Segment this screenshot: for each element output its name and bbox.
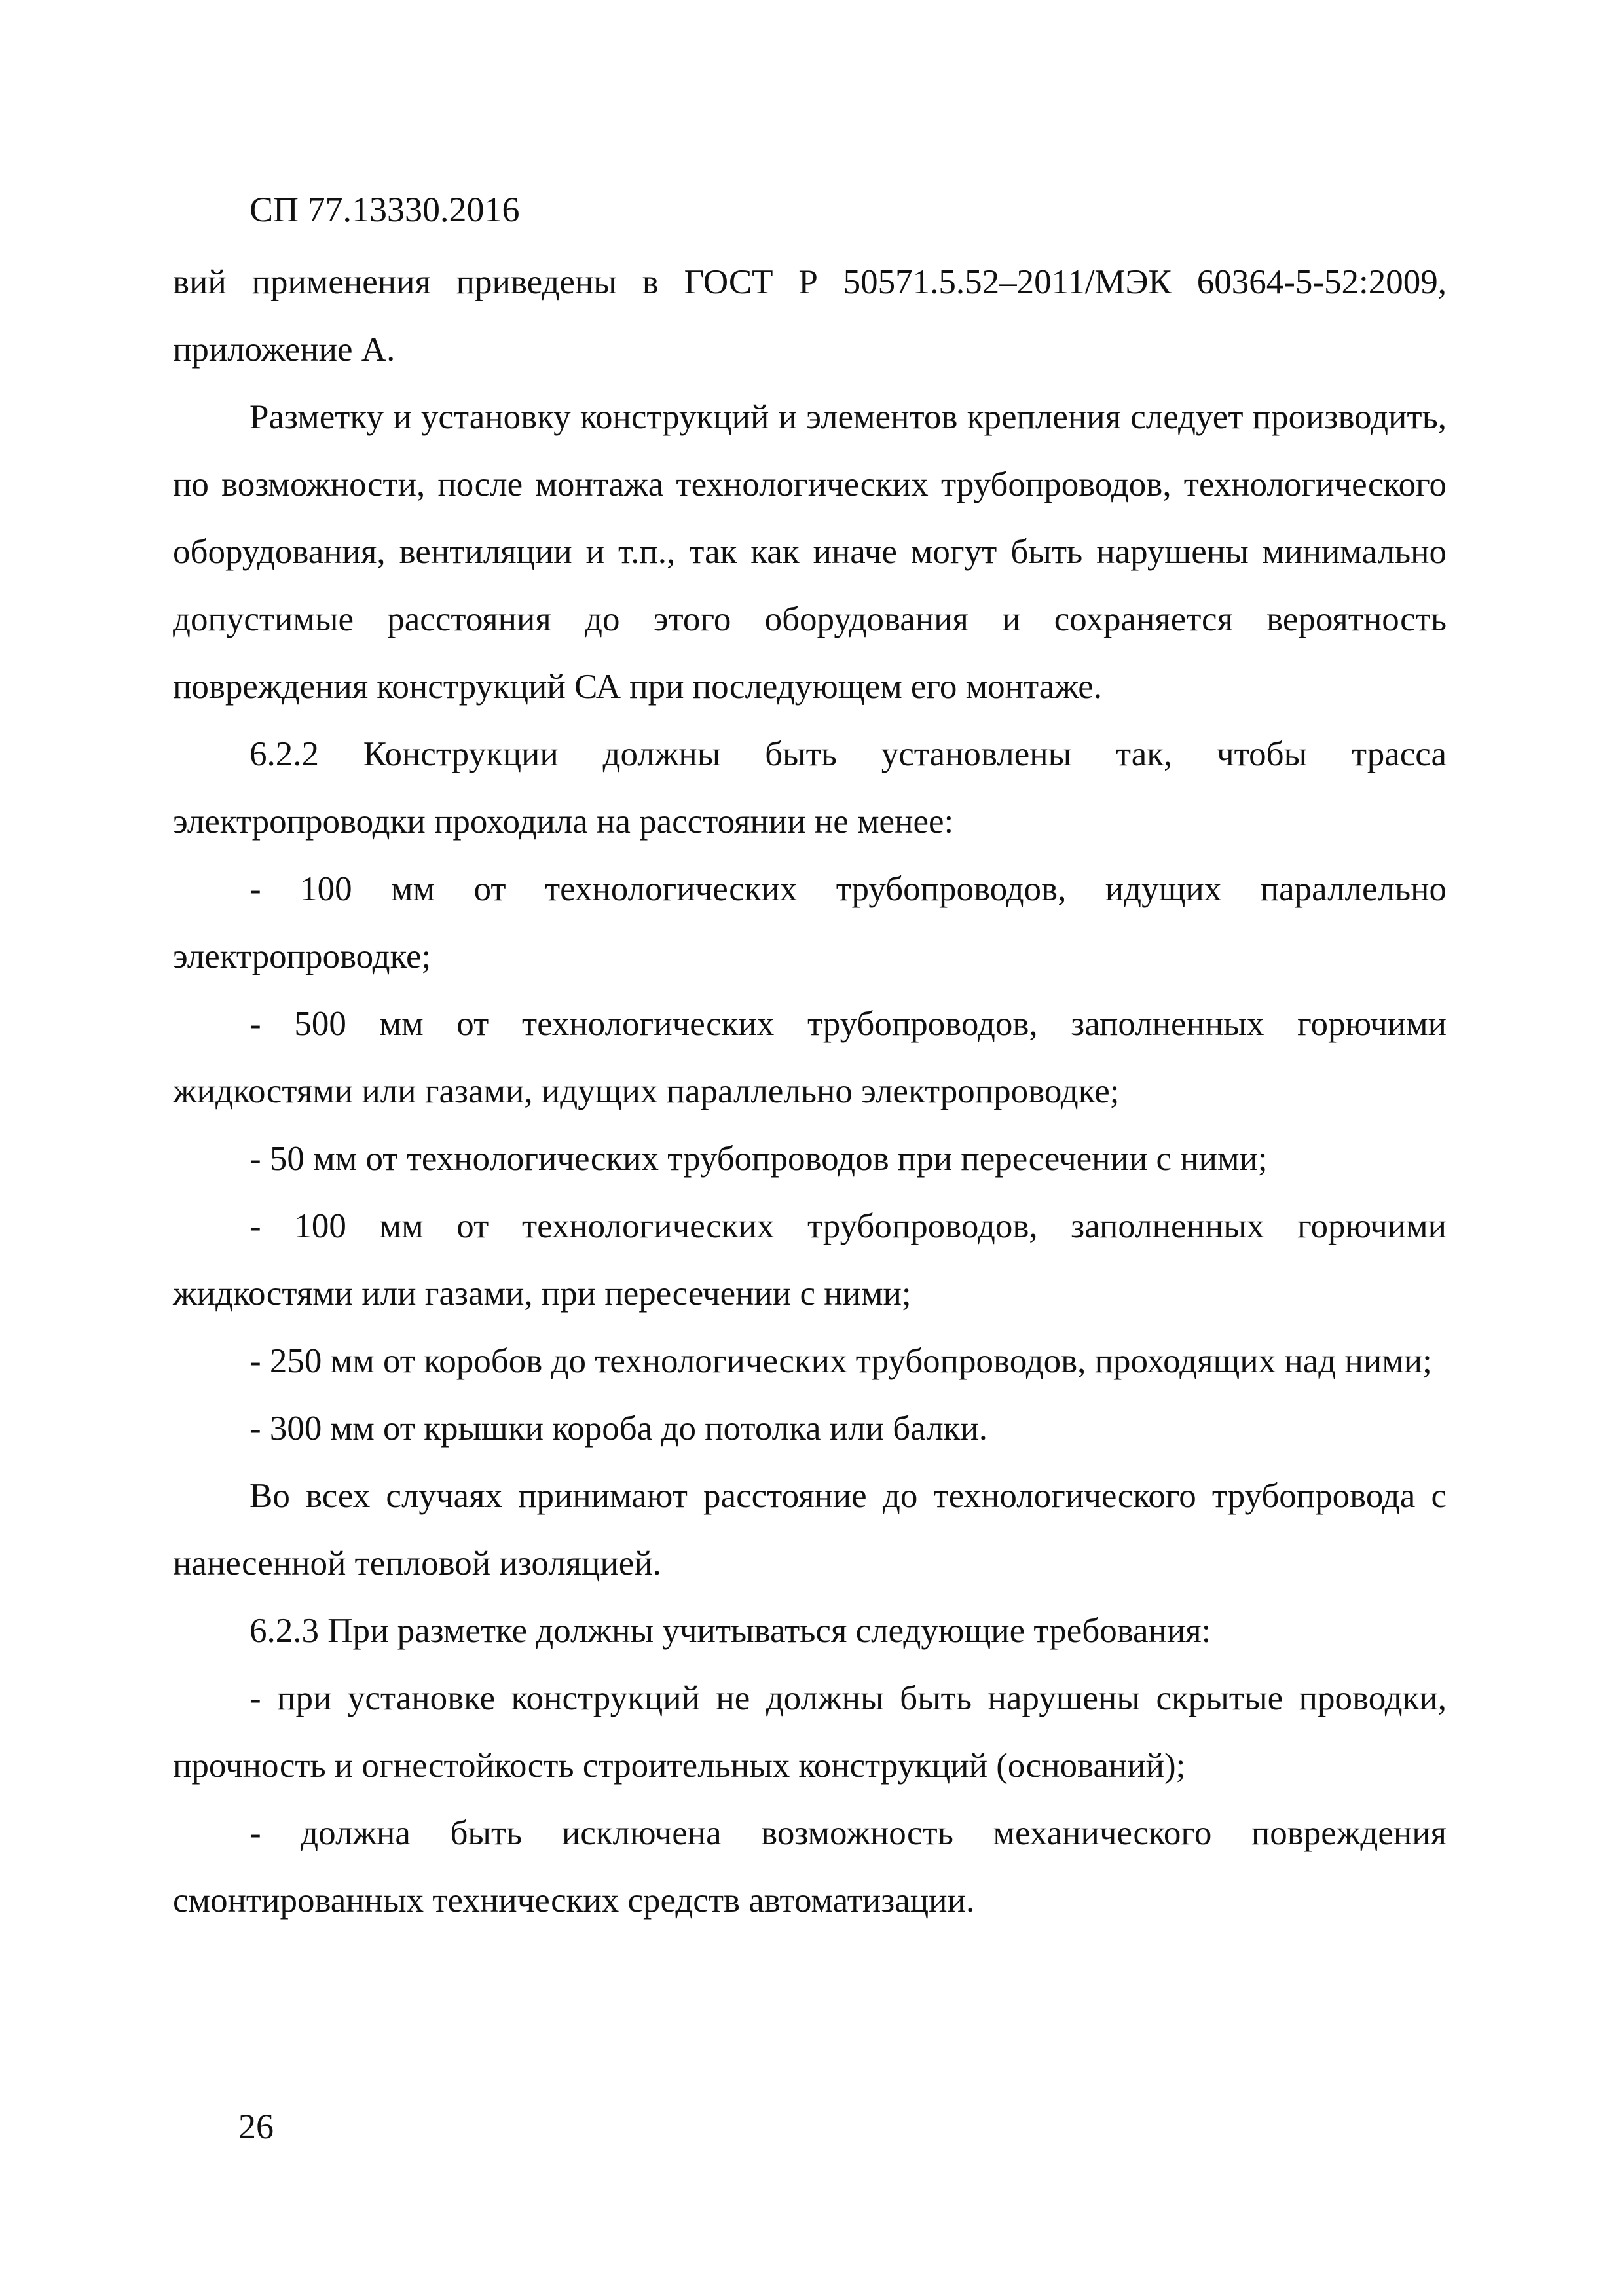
list-item-distance-500-parallel: - 500 мм от технологических трубопроводов, заполненных горючими жидкостями или газами, идущих параллельно электропроводке; xyxy=(173,1005,1447,1110)
list-item-distance-50-crossing: - 50 мм от технологических трубопроводов при пересечении с ними; xyxy=(249,1140,1268,1178)
list-item-distance-100-crossing: - 100 мм от технологических трубопроводов, заполненных горючими жидкостями или газами, при пересечении с ними; xyxy=(173,1207,1447,1313)
list-item-distance-300-ceiling: - 300 мм от крышки короба до потолка или балки. xyxy=(249,1410,988,1448)
list-item-distance-100-parallel: - 100 мм от технологических трубопроводов, идущих параллельно электропроводке; xyxy=(173,870,1447,975)
paragraph-marking-installation: Разметку и установку конструкций и элементов крепления следует производить, по возможности, после монтажа технологических трубопроводов, технологического оборудования, вентиляции и т.п., так как иначе могут быть нарушены минимально допустимые расстояния до этого оборудования и сохраняется вероятность повреждения конструкций СА при последующем его монтаже. xyxy=(173,398,1447,706)
paragraph-insulation-note: Во всех случаях принимают расстояние до технологического трубопровода с нанесенной тепловой изоляцией. xyxy=(173,1477,1447,1582)
paragraph-continuation: вий применения приведены в ГОСТ Р 50571.5.52–2011/МЭК 60364-5-52:2009, приложение А. xyxy=(173,263,1447,369)
page-number: 26 xyxy=(238,2107,274,2146)
document-code-header: СП 77.13330.2016 xyxy=(249,190,520,229)
list-item-mechanical-damage: - должна быть исключена возможность механического повреждения смонтированных технических средств автоматизации. xyxy=(173,1814,1447,1920)
paragraph-6-2-2: 6.2.2 Конструкции должны быть установлены так, чтобы трасса электропроводки проходила на расстоянии не менее: xyxy=(173,735,1447,841)
document-body xyxy=(173,249,1447,1935)
list-item-distance-250-ducts: - 250 мм от коробов до технологических трубопроводов, проходящих над ними; xyxy=(249,1342,1432,1380)
list-item-hidden-wiring: - при установке конструкций не должны быть нарушены скрытые проводки, прочность и огнестойкость строительных конструкций (оснований); xyxy=(173,1679,1447,1785)
paragraph-6-2-3: 6.2.3 При разметке должны учитываться следующие требования: xyxy=(249,1612,1211,1650)
